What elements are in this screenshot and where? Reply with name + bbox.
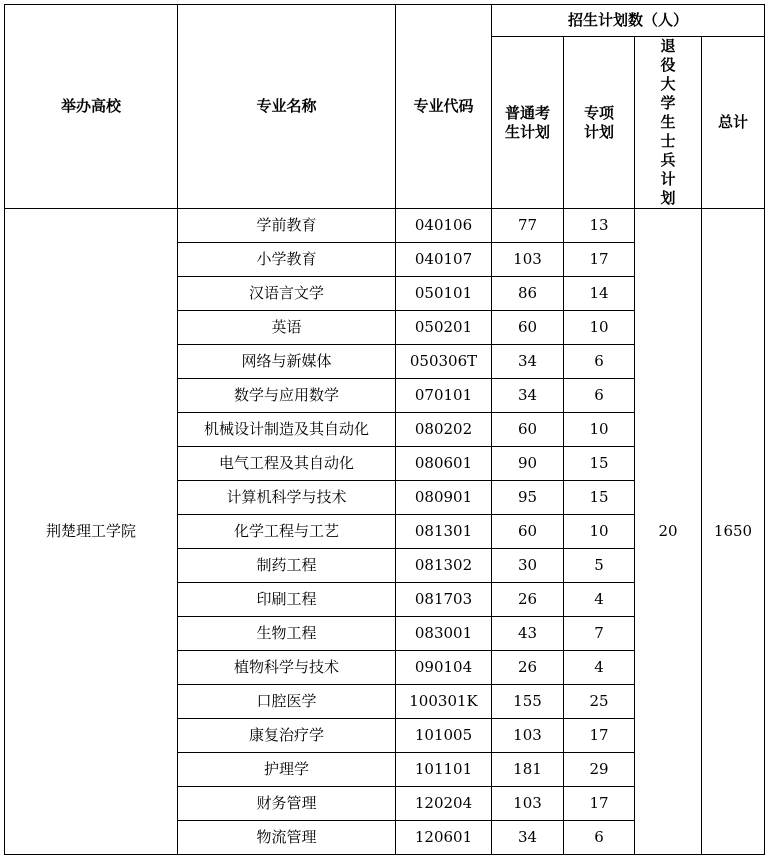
- regular-plan-cell: 60: [492, 515, 564, 549]
- major-name-cell: 汉语言文学: [178, 277, 396, 311]
- table-body: [5, 209, 765, 855]
- special-plan-cell: 17: [564, 719, 635, 753]
- major-code-cell: 080202: [396, 413, 492, 447]
- header-row-top: [5, 5, 765, 37]
- school-name-cell: 荆楚理工学院: [5, 209, 178, 855]
- regular-plan-cell: 103: [492, 243, 564, 277]
- major-code-cell: 101101: [396, 753, 492, 787]
- special-plan-cell: 4: [564, 583, 635, 617]
- special-plan-cell: 29: [564, 753, 635, 787]
- major-name-cell: 网络与新媒体: [178, 345, 396, 379]
- regular-plan-cell: 34: [492, 379, 564, 413]
- special-plan-cell: 15: [564, 447, 635, 481]
- header-regular-line2: 生计划: [504, 122, 550, 141]
- major-code-cell: 081301: [396, 515, 492, 549]
- regular-plan-cell: 43: [492, 617, 564, 651]
- major-code-cell: 100301K: [396, 685, 492, 719]
- regular-plan-cell: 103: [492, 787, 564, 821]
- regular-plan-cell: 90: [492, 447, 564, 481]
- major-code-cell: 090104: [396, 651, 492, 685]
- major-name-cell: 印刷工程: [178, 583, 396, 617]
- major-name-cell: 护理学: [178, 753, 396, 787]
- major-name-cell: 康复治疗学: [178, 719, 396, 753]
- special-plan-cell: 17: [564, 787, 635, 821]
- total-cell: 1650: [702, 209, 765, 855]
- special-plan-cell: 13: [564, 209, 635, 243]
- major-code-cell: 120204: [396, 787, 492, 821]
- major-code-cell: 080901: [396, 481, 492, 515]
- special-plan-cell: 17: [564, 243, 635, 277]
- special-plan-cell: 10: [564, 515, 635, 549]
- major-name-cell: 财务管理: [178, 787, 396, 821]
- regular-plan-cell: 30: [492, 549, 564, 583]
- header-veteran-text: 退役大学生士兵计划: [660, 37, 676, 207]
- regular-plan-cell: 60: [492, 311, 564, 345]
- special-plan-cell: 6: [564, 345, 635, 379]
- major-code-cell: 083001: [396, 617, 492, 651]
- major-code-cell: 050101: [396, 277, 492, 311]
- table-row: [5, 209, 765, 243]
- major-name-cell: 物流管理: [178, 821, 396, 855]
- major-name-cell: 制药工程: [178, 549, 396, 583]
- major-name-cell: 英语: [178, 311, 396, 345]
- header-veteran-plan: [635, 37, 702, 209]
- regular-plan-cell: 60: [492, 413, 564, 447]
- header-major-name: 专业名称: [178, 5, 396, 209]
- regular-plan-cell: 26: [492, 651, 564, 685]
- veteran-plan-cell: 20: [635, 209, 702, 855]
- header-special-line1: 专项: [583, 103, 614, 122]
- major-code-cell: 081302: [396, 549, 492, 583]
- special-plan-cell: 5: [564, 549, 635, 583]
- header-regular-line1: 普通考: [504, 103, 550, 122]
- special-plan-cell: 4: [564, 651, 635, 685]
- regular-plan-cell: 34: [492, 821, 564, 855]
- major-code-cell: 120601: [396, 821, 492, 855]
- major-code-cell: 080601: [396, 447, 492, 481]
- header-regular-plan: [492, 37, 564, 209]
- header-school: 举办高校: [5, 5, 178, 209]
- header-special-line2: 计划: [583, 122, 614, 141]
- special-plan-cell: 25: [564, 685, 635, 719]
- major-code-cell: 050306T: [396, 345, 492, 379]
- major-code-cell: 081703: [396, 583, 492, 617]
- header-major-code: 专业代码: [396, 5, 492, 209]
- major-name-cell: 数学与应用数学: [178, 379, 396, 413]
- special-plan-cell: 7: [564, 617, 635, 651]
- special-plan-cell: 6: [564, 821, 635, 855]
- regular-plan-cell: 86: [492, 277, 564, 311]
- major-name-cell: 小学教育: [178, 243, 396, 277]
- major-name-cell: 学前教育: [178, 209, 396, 243]
- special-plan-cell: 10: [564, 413, 635, 447]
- major-code-cell: 050201: [396, 311, 492, 345]
- regular-plan-cell: 155: [492, 685, 564, 719]
- major-name-cell: 计算机科学与技术: [178, 481, 396, 515]
- regular-plan-cell: 26: [492, 583, 564, 617]
- enrollment-plan-table: [4, 4, 765, 855]
- major-name-cell: 化学工程与工艺: [178, 515, 396, 549]
- major-name-cell: 生物工程: [178, 617, 396, 651]
- regular-plan-cell: 181: [492, 753, 564, 787]
- special-plan-cell: 6: [564, 379, 635, 413]
- special-plan-cell: 10: [564, 311, 635, 345]
- special-plan-cell: 14: [564, 277, 635, 311]
- major-name-cell: 机械设计制造及其自动化: [178, 413, 396, 447]
- header-special-plan: [564, 37, 635, 209]
- special-plan-cell: 15: [564, 481, 635, 515]
- regular-plan-cell: 77: [492, 209, 564, 243]
- major-code-cell: 070101: [396, 379, 492, 413]
- major-code-cell: 040107: [396, 243, 492, 277]
- major-name-cell: 口腔医学: [178, 685, 396, 719]
- major-code-cell: 101005: [396, 719, 492, 753]
- major-code-cell: 040106: [396, 209, 492, 243]
- regular-plan-cell: 34: [492, 345, 564, 379]
- regular-plan-cell: 95: [492, 481, 564, 515]
- major-name-cell: 植物科学与技术: [178, 651, 396, 685]
- regular-plan-cell: 103: [492, 719, 564, 753]
- header-total: 总计: [702, 37, 765, 209]
- major-name-cell: 电气工程及其自动化: [178, 447, 396, 481]
- header-plan-group: 招生计划数（人）: [492, 5, 765, 37]
